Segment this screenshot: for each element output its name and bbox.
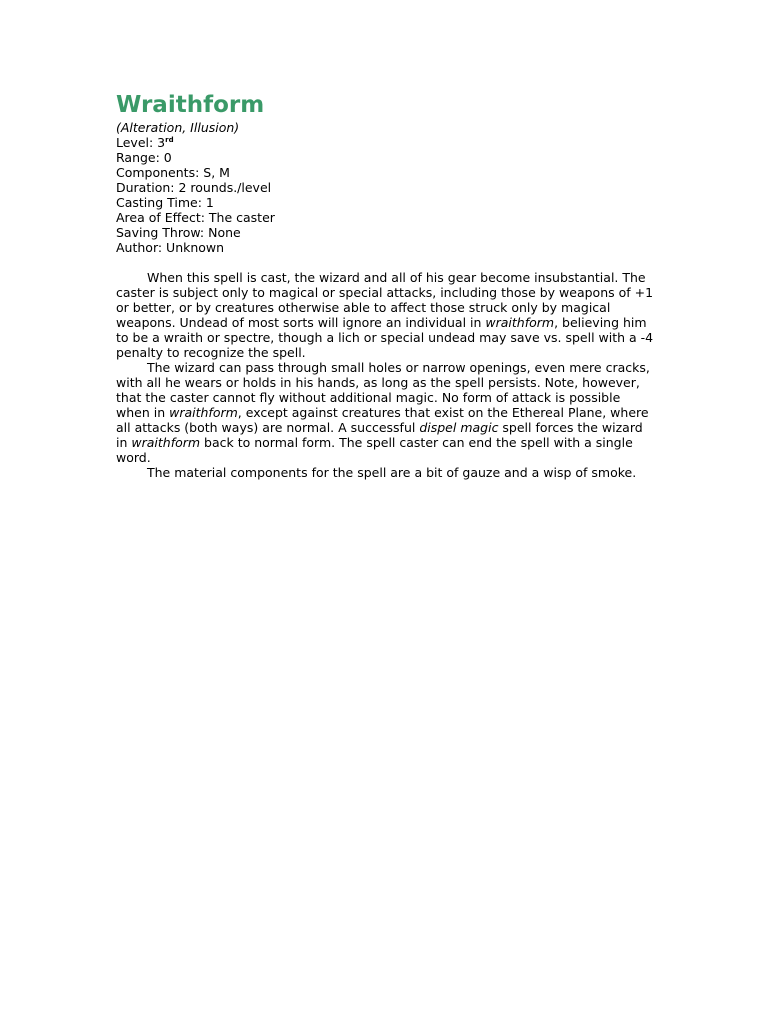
spell-level-suffix: rd [165, 136, 174, 144]
spell-casting-time: Casting Time: 1 [116, 195, 214, 210]
spell-title: Wraithform [116, 92, 265, 118]
document-page [116, 90, 656, 480]
paragraph-2-text-b: , except against creatures that exist on the Ethereal Plane, where all attacks (both ways) are normal. A successful [116, 405, 649, 435]
spell-components: Components: S, M [116, 165, 230, 180]
paragraph-2-text-c: spell forces the wizard in [116, 420, 643, 450]
spell-description [116, 270, 656, 480]
spell-range: Range: 0 [116, 150, 172, 165]
paragraph-2-text-d: back to normal form. The spell caster can end the spell with a single word. [116, 435, 633, 465]
paragraph-3-text-a: The material components for the spell are a bit of gauze and a wisp of smoke. [147, 465, 637, 480]
paragraph-1-text-b: , believing him to be a wraith or spectre, though a lich or special undead may save vs. spell with a -4 penalty to recognize the spell. [116, 315, 654, 360]
spell-area-of-effect: Area of Effect: The caster [116, 210, 275, 225]
paragraph-3 [116, 465, 656, 480]
paragraph-1 [116, 270, 656, 360]
spell-level-text: Level: 3 [116, 135, 166, 150]
spell-saving-throw: Saving Throw: None [116, 225, 241, 240]
spell-level [116, 135, 656, 150]
paragraph-2-emphasis-2: dispel magic [419, 420, 499, 435]
paragraph-2-emphasis-3: wraithform [131, 435, 201, 450]
spell-school: (Alteration, Illusion) [116, 120, 240, 135]
paragraph-2 [116, 360, 656, 465]
paragraph-1-text-a: When this spell is cast, the wizard and all of his gear become insubstantial. The caster is subject only to magical or special attacks, including those by weapons of +1 or better, or by creatures otherwise able to affect those struck only by magical weapons. Undead of most sorts will ignore an individual in [116, 270, 654, 330]
paragraph-2-text-a: The wizard can pass through small holes or narrow openings, even mere cracks, with all he wears or holds in his hands, as long as the spell persists. Note, however, that the caster cannot fly without additional magic. No form of attack is possible when in [116, 360, 650, 420]
spell-duration: Duration: 2 rounds./level [116, 180, 272, 195]
spell-author: Author: Unknown [116, 240, 225, 255]
paragraph-2-emphasis-1: wraithform [169, 405, 238, 420]
paragraph-1-emphasis-1: wraithform [485, 315, 555, 330]
